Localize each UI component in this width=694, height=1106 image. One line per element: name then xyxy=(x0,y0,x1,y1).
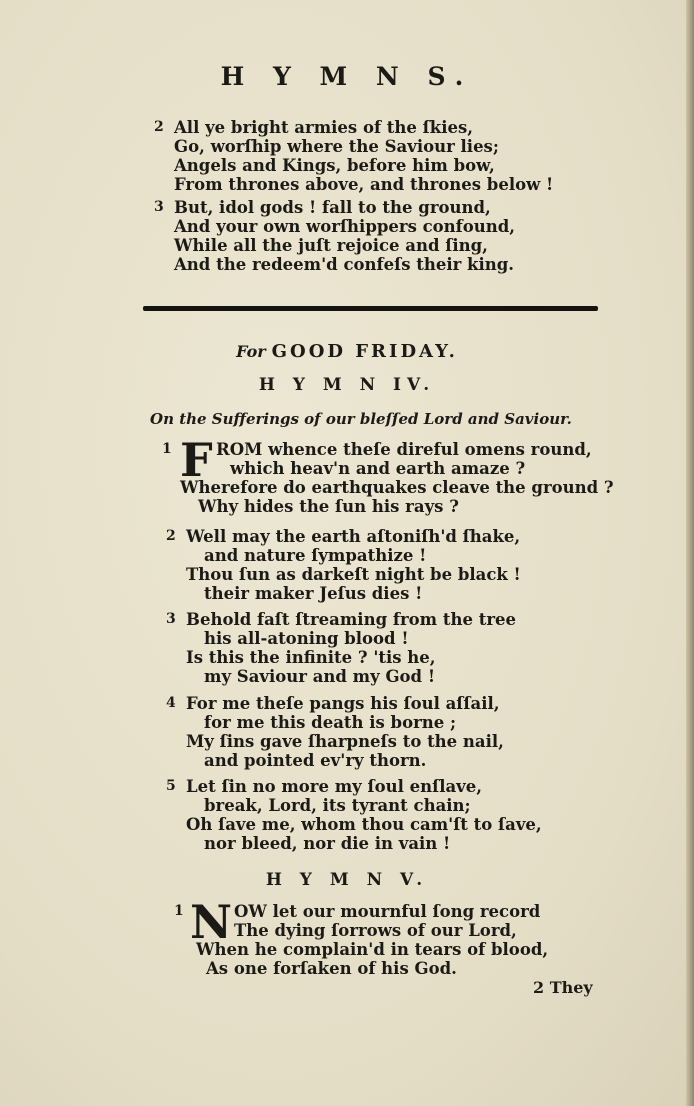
verse-line: ROM whence theſe direful omens round, xyxy=(216,440,592,459)
stanza xyxy=(166,777,542,853)
running-head: H Y M N S. xyxy=(220,62,474,91)
section-title: GOOD FRIDAY. xyxy=(271,341,458,362)
verse-line: Well may the earth aſtoniſh'd ſhake, xyxy=(186,527,521,546)
stanza-number: 3 xyxy=(154,199,164,215)
verse-line: OW let our mournful ſong record xyxy=(234,902,541,921)
section-prefix: For xyxy=(236,342,266,361)
drop-cap: N xyxy=(190,895,233,949)
hymn-title: H Y M N IV. xyxy=(258,375,436,395)
stanza-number: 3 xyxy=(166,611,176,627)
section-divider xyxy=(143,306,598,311)
verse-line: Thou ſun as darkeſt night be black ! xyxy=(186,565,521,584)
catchword: 2 They xyxy=(533,978,593,997)
stanza xyxy=(162,433,614,516)
verse-line: As one forſaken of his God. xyxy=(206,959,457,978)
verse-line: Wherefore do earthquakes cleave the ground ? xyxy=(180,478,614,497)
page-edge xyxy=(686,0,694,1106)
stanza xyxy=(174,895,596,978)
hymn-title: H Y M N V. xyxy=(265,870,429,890)
verse-line: While all the juſt rejoice and ſing, xyxy=(174,236,488,255)
stanza xyxy=(154,118,554,194)
stanza-number: 1 xyxy=(174,903,184,919)
verse-line: My ſins gave ſharpneſs to the nail, xyxy=(186,732,504,751)
stanza xyxy=(166,610,517,686)
stanza-number: 5 xyxy=(166,778,176,794)
verse-line: Is this the infinite ? 'tis he, xyxy=(186,648,436,667)
verse-line: Let ſin no more my ſoul enſlave, xyxy=(186,777,483,796)
verse-line: Angels and Kings, before him bow, xyxy=(174,156,495,175)
verse-line: which heav'n and earth amaze ? xyxy=(230,459,526,478)
verse-line: From thrones above, and thrones below ! xyxy=(174,175,554,194)
verse-line: Behold faſt ſtreaming from the tree xyxy=(186,610,517,629)
stanza-number: 2 xyxy=(166,528,176,544)
verse-line: Go, worſhip where the Saviour lies; xyxy=(174,137,499,156)
verse-line: for me this death is borne ; xyxy=(204,713,457,732)
section-heading xyxy=(0,341,694,362)
stanza xyxy=(166,694,504,770)
verse-line: his all-atoning blood ! xyxy=(204,629,409,648)
drop-cap: F xyxy=(180,433,213,487)
verse-line: And your own worſhippers confound, xyxy=(174,217,516,236)
verse-line: nor bleed, nor die in vain ! xyxy=(204,834,451,853)
stanza-number: 2 xyxy=(154,119,164,135)
verse-line: their maker Jeſus dies ! xyxy=(204,584,423,603)
verse-line: break, Lord, its tyrant chain; xyxy=(204,796,471,815)
verse-line: All ye bright armies of the ſkies, xyxy=(174,118,473,137)
verse-line: Oh ſave me, whom thou cam'ſt to ſave, xyxy=(186,815,542,834)
stanza xyxy=(166,527,521,603)
verse-line: And the redeem'd confeſs their king. xyxy=(174,255,515,274)
verse-line: and nature ſympathize ! xyxy=(204,546,427,565)
verse-line: The dying ſorrows of our Lord, xyxy=(234,921,517,940)
verse-line: But, idol gods ! fall to the ground, xyxy=(174,198,491,217)
stanza-number: 1 xyxy=(162,441,172,457)
stanza xyxy=(154,198,516,274)
verse-line: For me theſe pangs his ſoul aſſail, xyxy=(186,694,500,713)
stanza-number: 4 xyxy=(166,695,176,711)
verse-line: and pointed ev'ry thorn. xyxy=(204,751,427,770)
verse-line: my Saviour and my God ! xyxy=(204,667,436,686)
verse-line: When he complain'd in tears of blood, xyxy=(196,940,549,959)
verse-line: Why hides the ſun his rays ? xyxy=(198,497,459,516)
hymn-subtitle: On the Sufferings of our bleſſed Lord and Saviour. xyxy=(150,410,572,428)
